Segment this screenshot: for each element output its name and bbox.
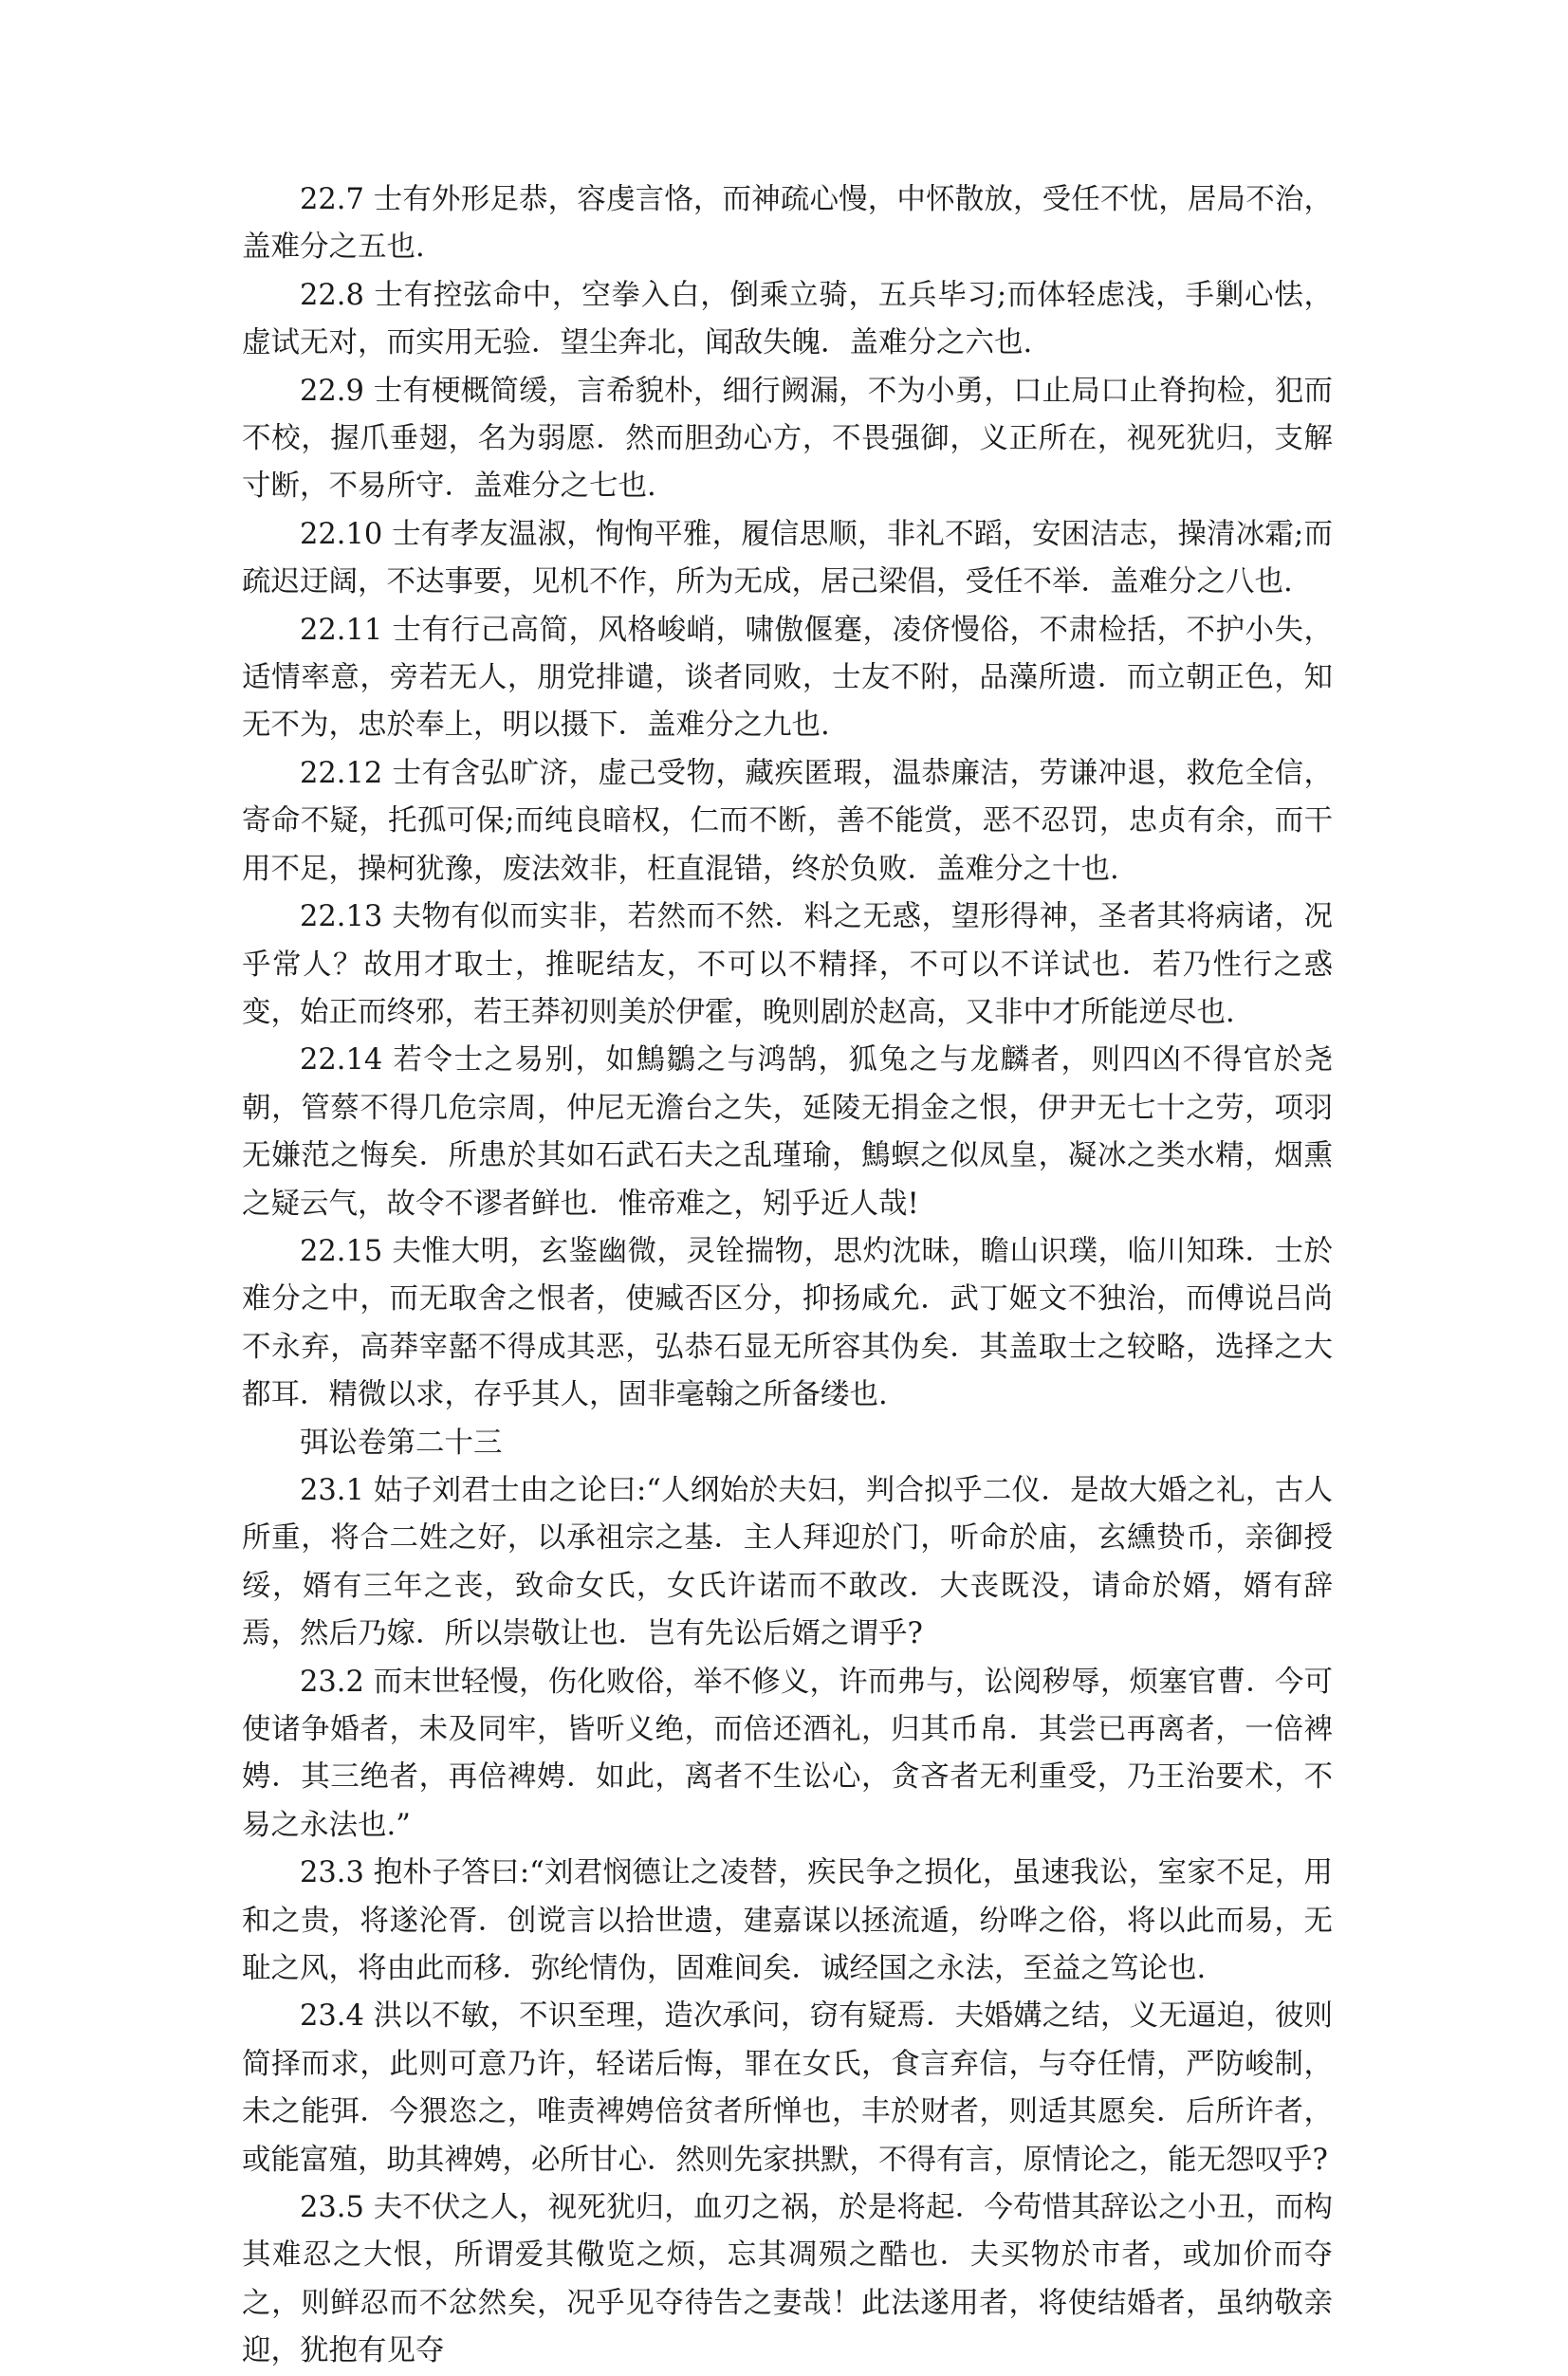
paragraph-22-15: 22.15 夫惟大明，玄鉴幽微，灵铨揣物，思灼沈昧，瞻山识璞，临川知珠．士於难分之中，而无取舍之恨者，使臧否区分，抑扬咸允．武丁姬文不独治，而傅说吕尚不永弃，高莽宰嚭不得成其恶，弘恭石显无所容其伪矣．其盖取士之较略，选择之大都耳．精微以求，存乎其人，固非毫翰之所备缕也. [242, 1234, 1333, 1412]
paragraph-22-14: 22.14 若令士之易别，如鷦鶵之与鸿鹄，狐兔之与龙麟者，则四凶不得官於尧朝，管蔡不得几危宗周，仲尼无澹台之失，延陵无捐金之恨，伊尹无七十之劳，项羽无嫌范之悔矣．所患於其如石武石夫之乱瑾瑜，鷦螟之似凤皇，凝冰之类水精，烟熏之疑云气，故令不谬者鲜也．惟帝难之，矧乎近人哉! [242, 1043, 1333, 1221]
paragraph-22-11: 22.11 士有行己高简，风格峻峭，啸傲偃蹇，凌侪慢俗，不肃检括，不护小失，适情率意，旁若无人，朋党排谴，谈者同败，士友不附，品藻所遗．而立朝正色，知无不为，忠於奉上，明以摄下．盖难分之九也. [242, 613, 1333, 743]
paragraph-22-8: 22.8 士有控弦命中，空拳入白，倒乘立骑，五兵毕习;而体轻虑浅，手剿心怯，虚试无对，而实用无验．望尘奔北，闻敌失魄．盖难分之六也. [242, 278, 1333, 360]
paragraph-23-4: 23.4 洪以不敏，不识至理，造次承问，窃有疑焉．夫婚媾之结，义无逼迫，彼则简择而求，此则可意乃许，轻诺后悔，罪在女氏，食言弃信，与夺任情，严防峻制，未之能弭．今猥恣之，唯责裨娉倍贫者所惮也，丰於财者，则适其愿矣．后所许者，或能富殖，助其裨娉，必所甘心．然则先家拱默，不得有言，原情论之，能无怨叹乎? [242, 1999, 1333, 2177]
paragraph-22-9: 22.9 士有梗概简缓，言希貌朴，细行阙漏，不为小勇，口止局口止脊拘检，犯而不校，握爪垂翅，名为弱愿．然而胆劲心方，不畏强御，义正所在，视死犹归，支解寸断，不易所守．盖难分之七也. [242, 374, 1333, 504]
paragraph-23-1: 23.1 姑子刘君士由之论曰:“人纲始於夫妇，判合拟乎二仪．是故大婚之礼，古人所重，将合二姓之好，以承祖宗之基．主人拜迎於门，听命於庙，玄纁贽币，亲御授绥，婿有三年之丧，致命女氏，女氏许诺而不敢改．大丧既没，请命於婿，婿有辞焉，然后乃嫁．所以崇敬让也．岂有先讼后婿之谓乎? [242, 1473, 1333, 1651]
paragraph-23-5: 23.5 夫不伏之人，视死犹归，血刃之祸，於是将起．今苟惜其辞讼之小丑，而构其难忍之大恨，所谓爱其儆览之烦，忘其凋殒之酷也．夫买物於市者，或加价而夺之，则鲜忍而不忿然矣，况乎见夺待告之妻哉！此法遂用者，将使结婚者，虽纳敬亲迎，犹抱有见夺 [242, 2191, 1333, 2368]
paragraph-22-12: 22.12 士有含弘旷济，虚己受物，藏疾匿瑕，温恭廉洁，劳谦冲退，救危全信，寄命不疑，托孤可保;而纯良暗权，仁而不断，善不能赏，恶不忍罚，忠贞有余，而干用不足，操柯犹豫，废法效非，枉直混错，终於负败．盖难分之十也. [242, 756, 1333, 886]
chapter-heading: 弭讼卷第二十三 [300, 1426, 503, 1460]
paragraph-23-3: 23.3 抱朴子答曰:“刘君悯德让之凌替，疾民争之损化，虽速我讼，室家不足，用和之贵，将遂沦胥．创谠言以拾世遗，建嘉谋以拯流遁，纷哗之俗，将以此而易，无耻之风，将由此而移．弥纶情伪，固难间矣．诚经国之永法，至益之笃论也. [242, 1856, 1333, 1986]
document-page [242, 176, 1333, 2376]
paragraph-22-13: 22.13 夫物有似而实非，若然而不然．料之无惑，望形得神，圣者其将病诸，况乎常人？故用才取士，推昵结友，不可以不精择，不可以不详试也．若乃性行之惑变，始正而终邪，若王莽初则美於伊霍，晚则剧於赵高，又非中才所能逆尽也. [242, 900, 1333, 1029]
paragraph-23-2: 23.2 而末世轻慢，伤化败俗，举不修义，许而弗与，讼阅秽辱，烦塞官曹．今可使诸争婚者，未及同牢，皆听义绝，而倍还酒礼，归其币帛．其尝已再离者，一倍裨娉．其三绝者，再倍裨娉．如此，离者不生讼心，贪吝者无利重受，乃王治要术，不易之永法也.” [242, 1665, 1333, 1842]
paragraph-22-10: 22.10 士有孝友温淑，恂恂平雅，履信思顺，非礼不蹈，安困洁志，操清冰霜;而疏迟迂阔，不达事要，见机不作，所为无成，居己梁倡，受任不举．盖难分之八也. [242, 517, 1333, 599]
paragraph-22-7: 22.7 士有外形足恭，容虔言恪，而神疏心慢，中怀散放，受任不忧，居局不治，盖难分之五也. [242, 183, 1333, 265]
